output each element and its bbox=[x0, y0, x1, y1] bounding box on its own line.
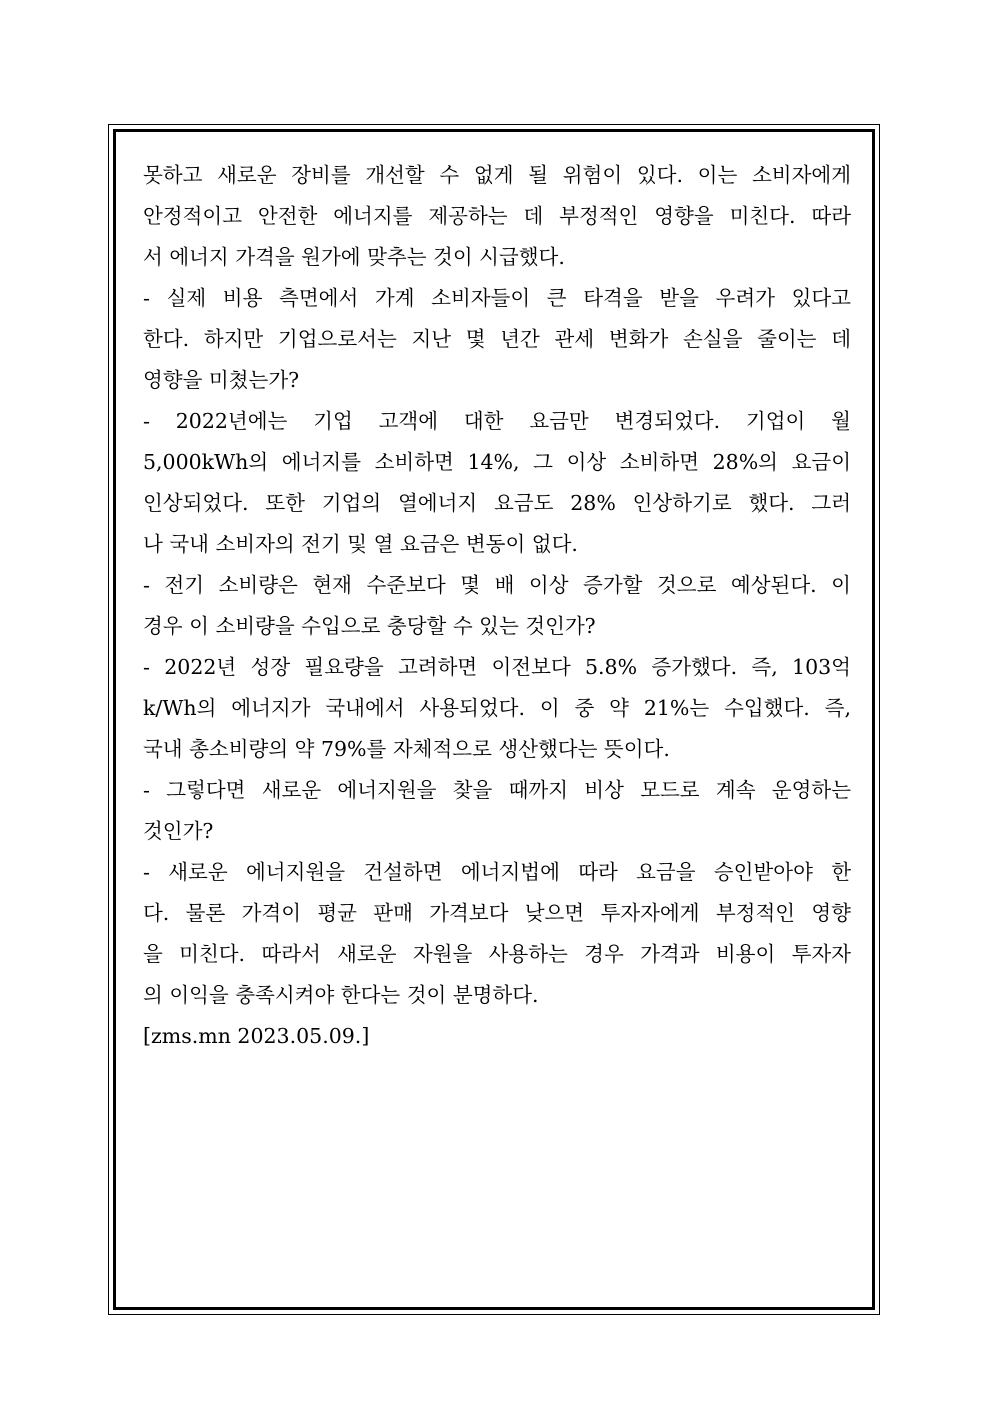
document-body bbox=[143, 155, 851, 1057]
text-line: [zms.mn 2023.05.09.] bbox=[143, 1024, 370, 1048]
text-line: - 새로운 에너지원을 건설하면 에너지법에 따라 요금을 승인받아야 한 bbox=[143, 860, 851, 884]
text-line: 의 이익을 충족시켜야 한다는 것이 분명하다. bbox=[143, 983, 539, 1007]
text-line: 국내 총소비량의 약 79%를 자체적으로 생산했다는 뜻이다. bbox=[143, 737, 670, 761]
text-line: 한다. 하지만 기업으로서는 지난 몇 년간 관세 변화가 손실을 줄이는 데 bbox=[143, 327, 851, 351]
text-line: k/Wh의 에너지가 국내에서 사용되었다. 이 중 약 21%는 수입했다. 즉, bbox=[143, 696, 851, 720]
text-line: 다. 물론 가격이 평균 판매 가격보다 낮으면 투자자에게 부정적인 영향 bbox=[143, 901, 851, 925]
text-line: 인상되었다. 또한 기업의 열에너지 요금도 28% 인상하기로 했다. 그러 bbox=[143, 491, 851, 515]
text-line: 못하고 새로운 장비를 개선할 수 없게 될 위험이 있다. 이는 소비자에게 bbox=[143, 163, 851, 187]
text-line: 것인가? bbox=[143, 819, 214, 843]
text-line: 서 에너지 가격을 원가에 맞추는 것이 시급했다. bbox=[143, 245, 565, 269]
text-line: 을 미친다. 따라서 새로운 자원을 사용하는 경우 가격과 비용이 투자자 bbox=[143, 942, 851, 966]
text-line: - 실제 비용 측면에서 가계 소비자들이 큰 타격을 받을 우려가 있다고 bbox=[143, 286, 851, 310]
text-line: 영향을 미쳤는가? bbox=[143, 368, 300, 392]
text-line: - 2022년 성장 필요량을 고려하면 이전보다 5.8% 증가했다. 즉, 103억 bbox=[143, 655, 851, 679]
text-line: - 2022년에는 기업 고객에 대한 요금만 변경되었다. 기업이 월 bbox=[143, 409, 851, 433]
text-line: - 그렇다면 새로운 에너지원을 찾을 때까지 비상 모드로 계속 운영하는 bbox=[143, 778, 851, 802]
text-line: 5,000kWh의 에너지를 소비하면 14%, 그 이상 소비하면 28%의 요금이 bbox=[143, 450, 851, 474]
text-line: - 전기 소비량은 현재 수준보다 몇 배 이상 증가할 것으로 예상된다. 이 bbox=[143, 573, 851, 597]
text-line: 경우 이 소비량을 수입으로 충당할 수 있는 것인가? bbox=[143, 614, 596, 638]
text-line: 안정적이고 안전한 에너지를 제공하는 데 부정적인 영향을 미친다. 따라 bbox=[143, 204, 851, 228]
text-line: 나 국내 소비자의 전기 및 열 요금은 변동이 없다. bbox=[143, 532, 578, 556]
